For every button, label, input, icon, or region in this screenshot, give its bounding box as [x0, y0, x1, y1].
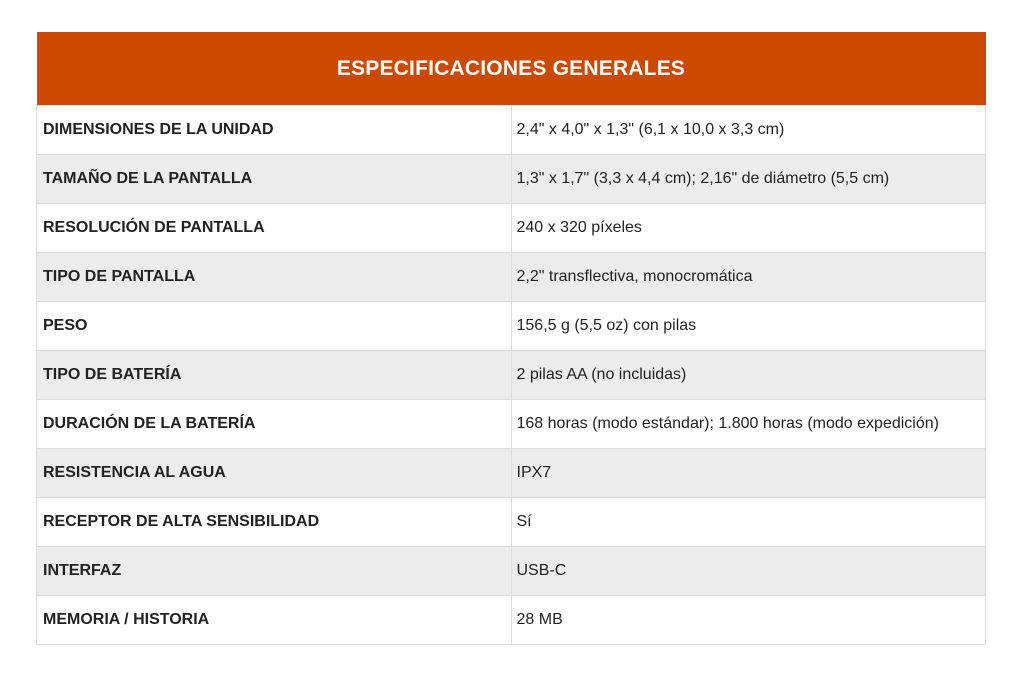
spec-label: INTERFAZ [37, 547, 512, 596]
spec-label: RESOLUCIÓN DE PANTALLA [37, 204, 512, 253]
spec-label: TAMAÑO DE LA PANTALLA [37, 155, 512, 204]
table-title: ESPECIFICACIONES GENERALES [37, 32, 986, 106]
spec-value: 240 x 320 píxeles [511, 204, 986, 253]
spec-value: Sí [511, 498, 986, 547]
spec-value: IPX7 [511, 449, 986, 498]
spec-label: RESISTENCIA AL AGUA [37, 449, 512, 498]
spec-value: 2,4" x 4,0" x 1,3" (6,1 x 10,0 x 3,3 cm) [511, 106, 986, 155]
table-row [37, 253, 986, 302]
table-row [37, 596, 986, 645]
spec-label: DURACIÓN DE LA BATERÍA [37, 400, 512, 449]
spec-label: TIPO DE BATERÍA [37, 351, 512, 400]
table-row [37, 498, 986, 547]
spec-value: 2,2" transflectiva, monocromática [511, 253, 986, 302]
spec-label: MEMORIA / HISTORIA [37, 596, 512, 645]
spec-value: 28 MB [511, 596, 986, 645]
spec-value: 168 horas (modo estándar); 1.800 horas (modo expedición) [511, 400, 986, 449]
spec-value: 1,3" x 1,7" (3,3 x 4,4 cm); 2,16" de diámetro (5,5 cm) [511, 155, 986, 204]
spec-label: DIMENSIONES DE LA UNIDAD [37, 106, 512, 155]
spec-value: USB-C [511, 547, 986, 596]
specifications-table [36, 32, 986, 645]
table-row [37, 400, 986, 449]
spec-value: 156,5 g (5,5 oz) con pilas [511, 302, 986, 351]
table-row [37, 204, 986, 253]
table-row [37, 547, 986, 596]
table-row [37, 302, 986, 351]
spec-label: PESO [37, 302, 512, 351]
spec-label: RECEPTOR DE ALTA SENSIBILIDAD [37, 498, 512, 547]
table-header-row [37, 32, 986, 106]
table-row [37, 155, 986, 204]
table-row [37, 351, 986, 400]
table-row [37, 449, 986, 498]
spec-label: TIPO DE PANTALLA [37, 253, 512, 302]
spec-value: 2 pilas AA (no incluidas) [511, 351, 986, 400]
table-row [37, 106, 986, 155]
